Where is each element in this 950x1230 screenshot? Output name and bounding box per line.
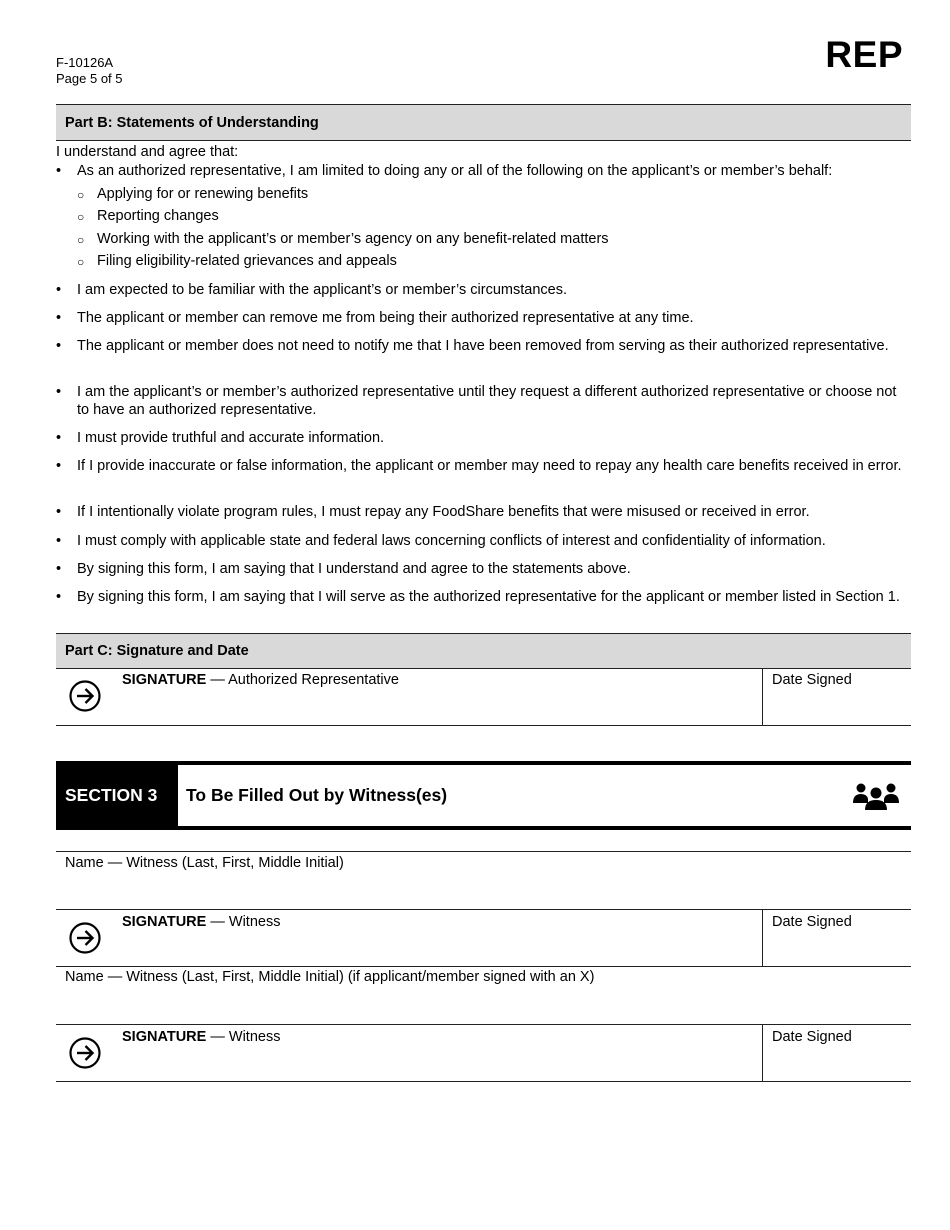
statement-text: If I intentionally violate program rules, I must repay any FoodShare benefits that were misused or received in error. xyxy=(77,504,810,520)
statement-item xyxy=(56,429,906,447)
section-title: To Be Filled Out by Witness(es) xyxy=(186,785,448,805)
signature-label: SIGNATURE — Witness xyxy=(122,1029,281,1045)
sub-item xyxy=(77,230,609,248)
group-icon xyxy=(851,779,901,813)
statement-text: I am the applicant’s or member’s authorized representative until they request a different authorized representative or choose not to have an authorized representative. xyxy=(77,384,897,418)
statement-item xyxy=(56,383,906,419)
statement-item xyxy=(56,337,906,355)
date-signed-label: Date Signed xyxy=(772,914,852,930)
statement-text: By signing this form, I am saying that I understand and agree to the statements above. xyxy=(77,561,631,577)
bullet-icon: • xyxy=(56,458,62,474)
page-number: Page 5 of 5 xyxy=(56,71,123,86)
statement-item xyxy=(56,560,906,578)
circle-bullet-icon: ○ xyxy=(77,255,85,269)
statement-text: The applicant or member can remove me from being their authorized representative at any time. xyxy=(77,310,694,326)
bullet-icon: • xyxy=(56,589,62,605)
bullet-icon: • xyxy=(56,338,62,354)
statement-item xyxy=(56,457,906,475)
statement-item xyxy=(56,532,906,550)
arrow-right-circle-icon xyxy=(69,922,101,954)
statement-item xyxy=(56,503,906,521)
authorized-rep-signature-row xyxy=(56,668,911,726)
witness-1-name-label: Name — Witness (Last, First, Middle Initial) xyxy=(65,855,344,871)
witness-2-signature-field[interactable] xyxy=(56,1025,763,1081)
signature-label: SIGNATURE — Witness xyxy=(122,914,281,930)
bullet-icon: • xyxy=(56,163,62,179)
sub-item xyxy=(77,207,219,225)
witness-1-signature-row xyxy=(56,909,911,967)
form-code: REP xyxy=(825,34,903,75)
statement-text: By signing this form, I am saying that I will serve as the authorized representative for the applicant or member listed in Section 1. xyxy=(77,589,900,605)
arrow-right-circle-icon xyxy=(69,680,101,712)
witness-2-name-label: Name — Witness (Last, First, Middle Initial) (if applicant/member signed with an X) xyxy=(65,969,595,985)
arrow-right-circle-icon xyxy=(69,1037,101,1069)
bullet-icon: • xyxy=(56,310,62,326)
witness-1-name-field[interactable] xyxy=(56,851,911,909)
sub-item-text: Filing eligibility-related grievances and appeals xyxy=(97,253,397,269)
statement-item xyxy=(56,588,906,606)
form-number: F-10126A xyxy=(56,55,114,70)
part-c-header: Part C: Signature and Date xyxy=(56,633,911,669)
bullet-icon: • xyxy=(56,430,62,446)
statement-text: I must comply with applicable state and federal laws concerning conflicts of interest and confidentiality of information. xyxy=(77,533,826,549)
bullet-icon: • xyxy=(56,533,62,549)
part-b-header: Part B: Statements of Understanding xyxy=(56,104,911,141)
signature-field[interactable] xyxy=(56,668,763,725)
part-b-intro: I understand and agree that: xyxy=(56,144,239,160)
bullet-icon: • xyxy=(56,282,62,298)
circle-bullet-icon: ○ xyxy=(77,233,85,247)
witness-2-signature-row xyxy=(56,1024,911,1082)
statement-item xyxy=(56,309,906,327)
sub-item xyxy=(77,185,308,203)
date-signed-label: Date Signed xyxy=(772,1029,852,1045)
signature-label: SIGNATURE — Authorized Representative xyxy=(122,672,399,688)
sub-item-text: Reporting changes xyxy=(97,208,219,224)
bullet-icon: • xyxy=(56,561,62,577)
statement-text: If I provide inaccurate or false information, the applicant or member may need to repay any health care benefits received in error. xyxy=(77,458,902,474)
witness-2-name-field[interactable] xyxy=(56,966,911,1024)
circle-bullet-icon: ○ xyxy=(77,210,85,224)
bullet-icon: • xyxy=(56,504,62,520)
sub-item xyxy=(77,252,397,270)
sub-item-text: Working with the applicant’s or member’s agency on any benefit-related matters xyxy=(97,231,609,247)
section-number: SECTION 3 xyxy=(56,765,178,826)
sub-item-text: Applying for or renewing benefits xyxy=(97,186,309,202)
circle-bullet-icon: ○ xyxy=(77,188,85,202)
section-3-header xyxy=(56,761,911,830)
statement-text: The applicant or member does not need to notify me that I have been removed from serving as their authorized representative. xyxy=(77,338,889,354)
statement-item xyxy=(56,162,906,180)
witness-1-signature-field[interactable] xyxy=(56,910,763,966)
date-signed-label: Date Signed xyxy=(772,672,852,688)
form-identifier xyxy=(56,55,123,87)
bullet-icon: • xyxy=(56,384,62,400)
statement-text: I am expected to be familiar with the applicant’s or member’s circumstances. xyxy=(77,282,567,298)
statement-item xyxy=(56,281,906,299)
statement-text: I must provide truthful and accurate information. xyxy=(77,430,385,446)
statement-text: As an authorized representative, I am limited to doing any or all of the following on the applicant’s or member’s behalf: xyxy=(77,163,833,179)
